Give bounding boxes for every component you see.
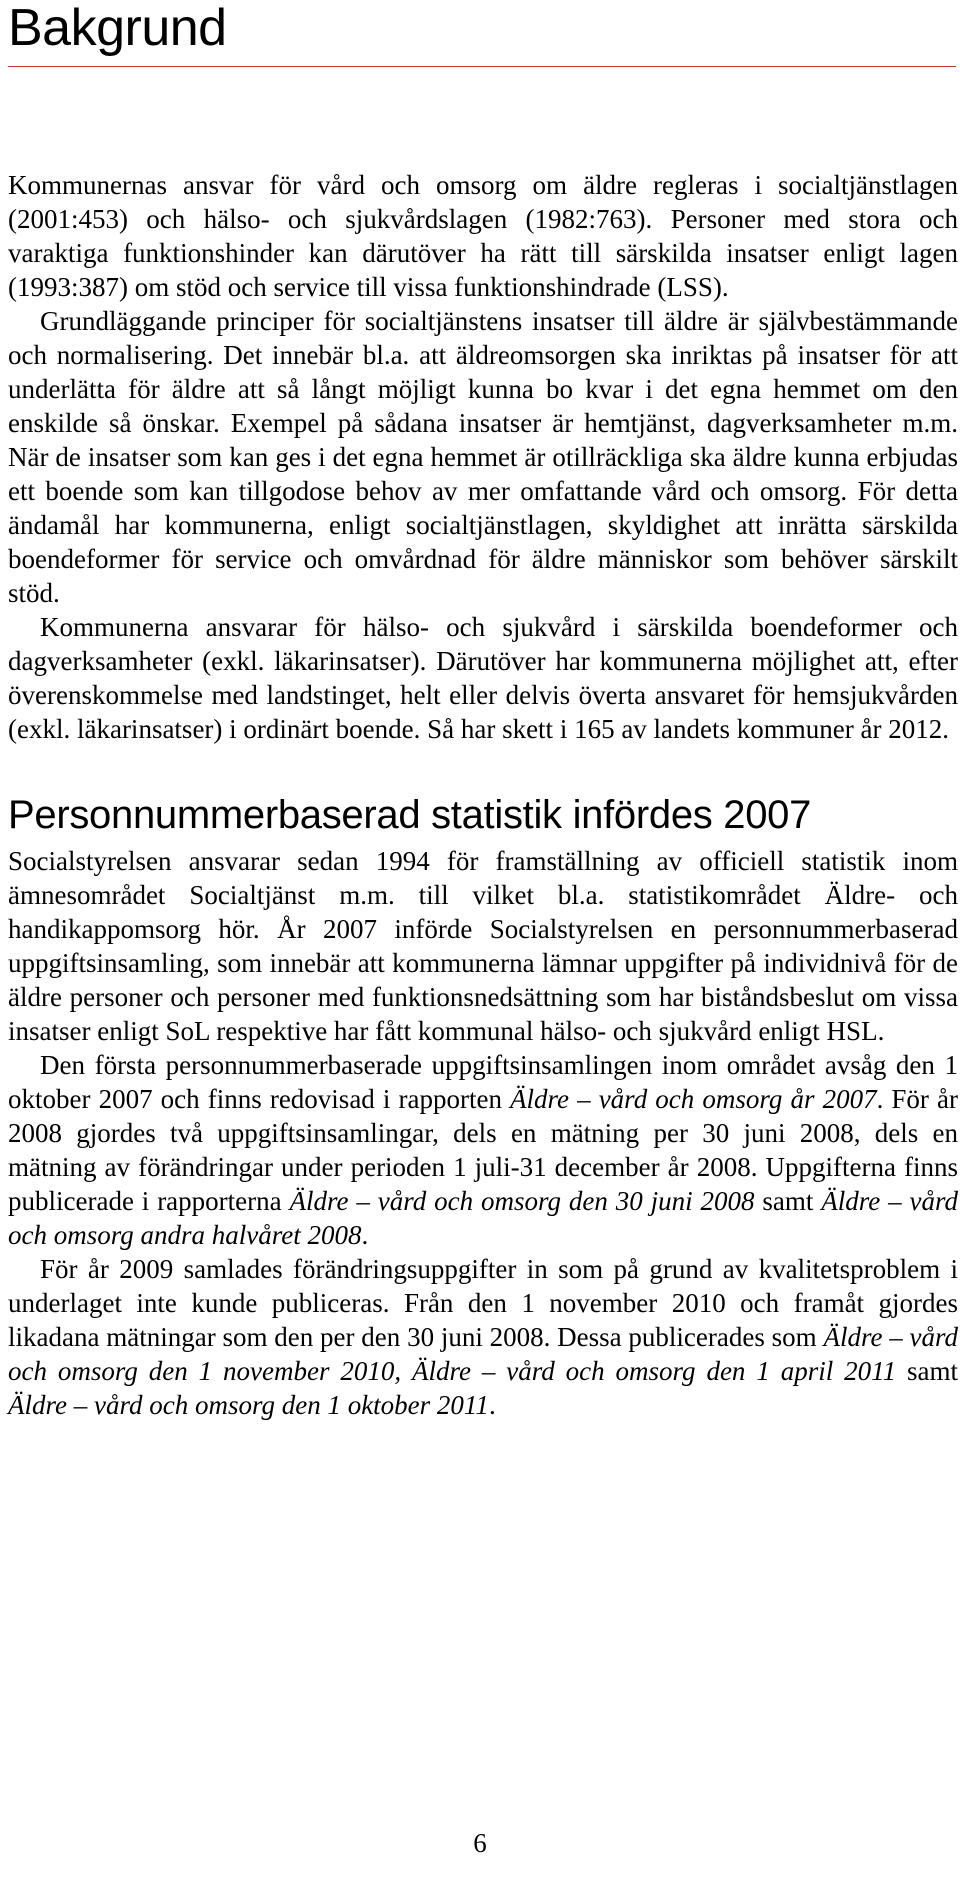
paragraph-text: Den första personnummerbaserade uppgiftsinsamlingen inom området avsåg den 1 oktober 2007 och finns redovisad i rapporten bbox=[8, 1050, 958, 1114]
background-paragraph-2: Grundläggande principer för socialtjänstens insatser till äldre är självbestämmande och normalisering. Det innebär bl.a. att äldreomsorgen ska inriktas på insatser för att underlätta för äldre att så långt möjligt kunna bo kvar i det egna hemmet om den enskilde så önskar. Exempel på sådana insatser är hemtjänst, dagverksamheter m.m. När de insatser som kan ges i det egna hemmet är otillräckliga ska äldre kunna erbjudas ett boende som kan tillgodose behov av mer omfattande vård och omsorg. För detta ändamål har kommunerna, enligt socialtjänstlagen, skyldighet att inrätta särskilda boendeformer för service och omvårdnad för äldre människor som behöver särskilt stöd. bbox=[8, 306, 958, 608]
paragraph-text: . För år 2008 gjordes två uppgiftsinsamlingar, dels en mätning per 30 juni 2008, dels en mätning av förändringar under perioden 1 juli-31 december år 2008. Uppgifterna finns publicerade i rapporterna bbox=[8, 1084, 958, 1216]
report-title: Äldre – vård och omsorg den 1 oktober 2011 bbox=[8, 1390, 489, 1420]
paragraph-text: För år 2009 samlades förändringsuppgifter in som på grund av kvalitetsproblem i underlaget inte kunde publiceras. Från den 1 november 2010 och framåt gjordes likadana mätningar som den per den 30 juni 2008. Dessa publicerades som bbox=[8, 1254, 958, 1352]
heading-rule bbox=[8, 66, 956, 67]
statistics-paragraph-1: Socialstyrelsen ansvarar sedan 1994 för framställning av officiell statistik inom ämnesområdet Socialtjänst m.m. till vilket bl.a. statistikområdet Äldre- och handikappomsorg hör. År 2007 införde Socialstyrelsen en personnummerbaserad uppgiftsinsamling, som innebär att kommunerna lämnar uppgifter på individnivå för de äldre personer och personer med funktionsnedsättning som har biståndsbeslut om vissa insatser enligt SoL respektive har fått kommunal hälso- och sjukvård enligt HSL. bbox=[8, 846, 958, 1046]
statistics-paragraph-2 bbox=[8, 1048, 958, 1252]
statistics-section bbox=[8, 790, 958, 1422]
report-title: Äldre – vård och omsorg den 1 november 2010, Äldre – vård och omsorg den 1 april 2011 bbox=[8, 1322, 958, 1386]
report-title: Äldre – vård och omsorg år 2007 bbox=[510, 1084, 877, 1114]
background-paragraph-3: Kommunerna ansvarar för hälso- och sjukvård i särskilda boendeformer och dagverksamheter (exkl. läkarinsatser). Därutöver har kommunerna möjlighet att, efter överenskommelse med landstinget, helt eller delvis överta ansvaret för hemsjukvården (exkl. läkarinsatser) i ordinärt boende. Så har skett i 165 av landets kommuner år 2012. bbox=[8, 612, 958, 744]
report-title: Äldre – vård och omsorg andra halvåret 2008 bbox=[8, 1186, 958, 1250]
paragraph-text: samt bbox=[754, 1186, 822, 1216]
statistics-heading: Personnummerbaserad statistik infördes 2007 bbox=[8, 793, 812, 837]
background-section bbox=[8, 168, 958, 746]
page-number: 6 bbox=[473, 1828, 487, 1858]
report-title: Äldre – vård och omsorg den 30 juni 2008 bbox=[289, 1186, 755, 1216]
paragraph-text: samt bbox=[896, 1356, 958, 1386]
statistics-paragraph-3 bbox=[8, 1252, 958, 1422]
background-paragraph-1: Kommunernas ansvar för vård och omsorg om äldre regleras i socialtjänstlagen (2001:453) och hälso- och sjukvårdslagen (1982:763). Personer med stora och varaktiga funktionshinder kan därutöver ha rätt till särskilda insatser enligt lagen (1993:387) om stöd och service till vissa funktionshindrade (LSS). bbox=[8, 170, 958, 302]
paragraph-text: . bbox=[361, 1220, 369, 1250]
paragraph-text: . bbox=[488, 1390, 496, 1420]
page-heading: Bakgrund bbox=[8, 0, 227, 57]
